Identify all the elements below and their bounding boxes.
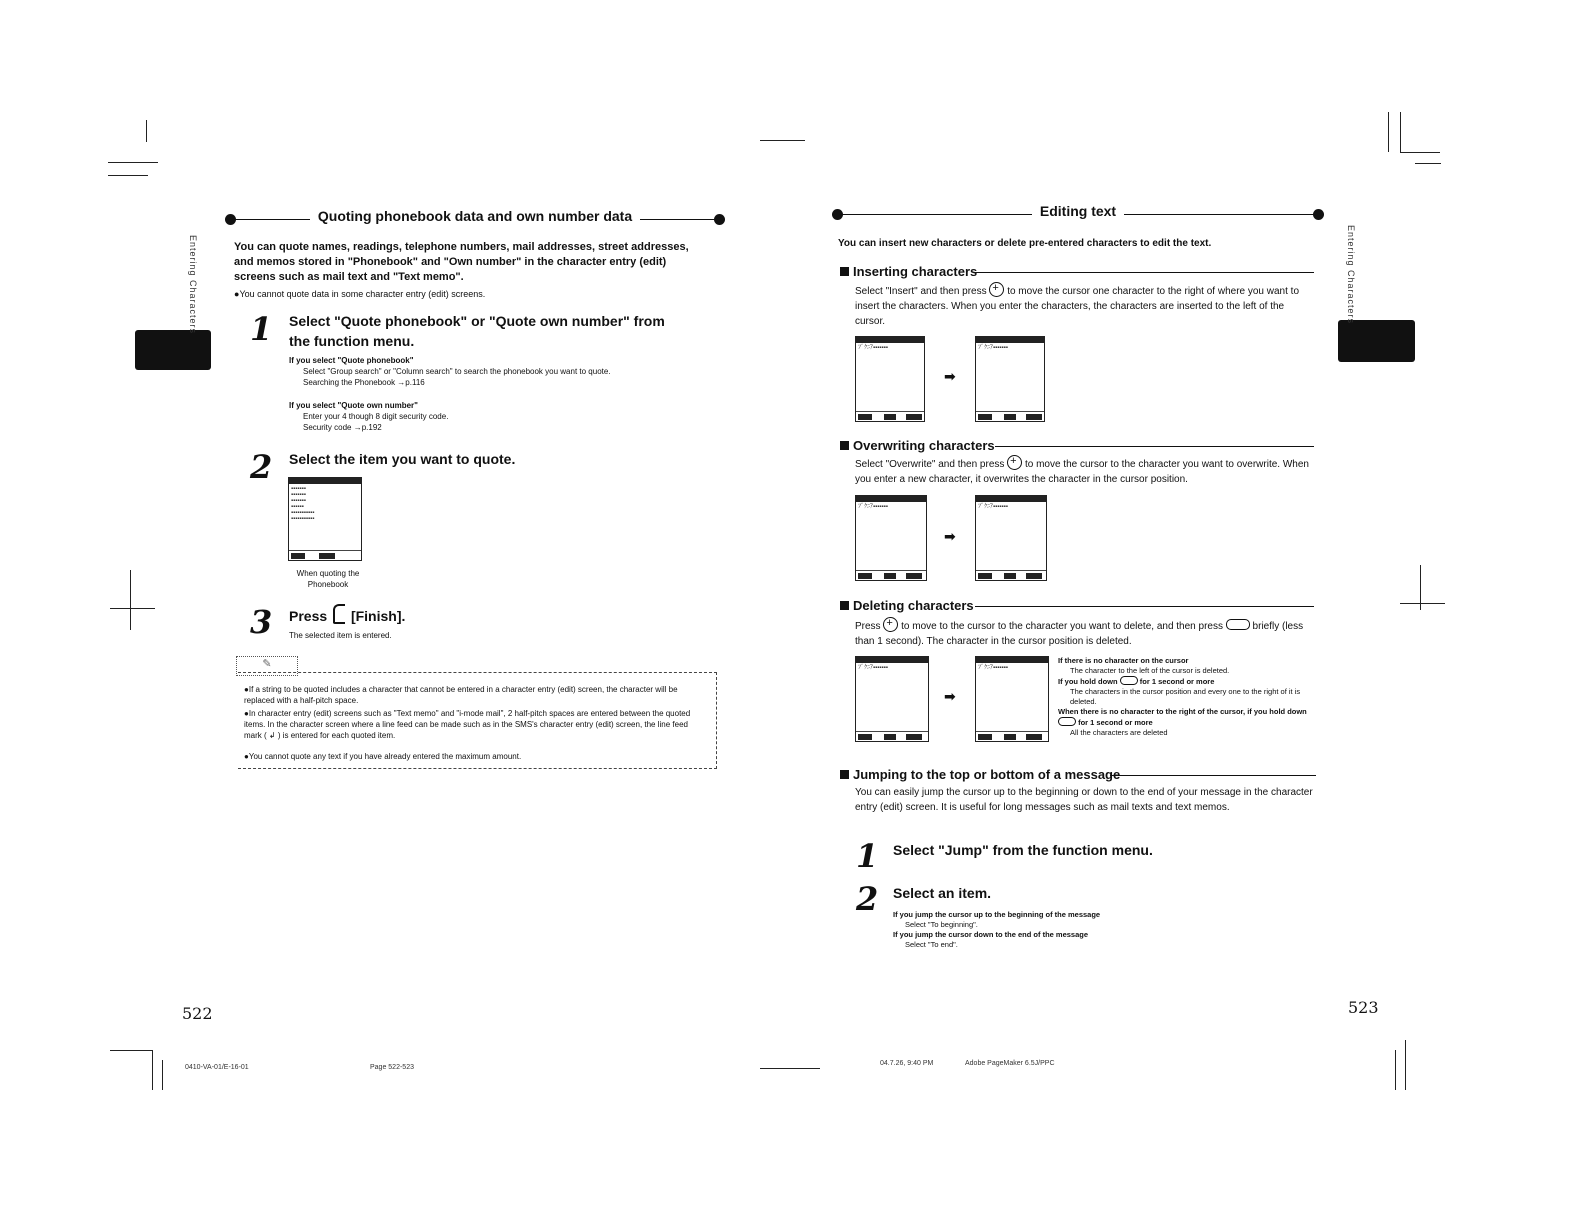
footer-page-range: Page 522-523 xyxy=(370,1064,414,1071)
subsection-title xyxy=(840,264,1314,280)
subsection-body xyxy=(855,282,1315,329)
section-header-quoting xyxy=(225,208,725,226)
section-title: Editing text xyxy=(1032,203,1124,219)
step-sub-block xyxy=(289,355,689,388)
subsection-title-text: Overwriting characters xyxy=(853,438,995,453)
step-text-finish: [Finish]. xyxy=(350,608,406,624)
sub-head: If you jump the cursor down to the end of the message xyxy=(893,930,1089,939)
step-number: 1 xyxy=(250,310,273,348)
sub-line: Select "To beginning". xyxy=(905,920,978,929)
section-title: Quoting phonebook data and own number data xyxy=(310,208,640,224)
body-text: Press xyxy=(855,621,881,632)
remark-icon: ✎ xyxy=(236,656,298,676)
intro-text: You can quote names, readings, telephone numbers, mail addresses, street addresses, and memos stored in "Phonebook" and "Own number" in the character entry (edit) screens such as mail text and "Text memo". xyxy=(234,241,689,283)
step-number: 2 xyxy=(856,880,879,918)
step-number: 2 xyxy=(250,448,273,486)
remark-item: ● In character entry (edit) screens such as "Text memo" and "i-mode mail", 2 half-pitch spaces are entered between the quoted items. In the character screen where a line feed can be made such as in the SMS's character entry (edit) screen, the line feed mark ( ↲ ) is entered for each quoted item. xyxy=(244,708,706,741)
sub-line: Security code →p.192 xyxy=(303,423,382,432)
multifunction-key-icon xyxy=(1007,455,1022,470)
body-text: Select "Insert" and then press xyxy=(855,286,987,297)
body-text: to move the cursor one character to the right of where you want to insert the characters. When you enter the characters, the characters are inserted to the left of the cursor. xyxy=(855,286,1300,327)
sub-line: Select "To end". xyxy=(905,940,958,949)
footer-software: Adobe PageMaker 6.5J/PPC xyxy=(965,1060,1055,1067)
step-text: Select "Quote phonebook" or "Quote own number" from the function menu. xyxy=(289,313,665,349)
note-head: When there is no character to the right of the cursor, if you hold down xyxy=(1058,707,1307,716)
page-number-right: 523 xyxy=(1348,998,1379,1017)
body-text: Select "Overwrite" and then press xyxy=(855,459,1005,470)
body-text: briefly (less than 1 second). The character in the cursor position is deleted. xyxy=(855,621,1304,647)
subsection-title-text: Deleting characters xyxy=(853,598,974,613)
phone-screen-insert-before: ﾌﾞｸﾆｱ▪▪▪▪▪▪▪ xyxy=(855,336,925,422)
clr-key-icon xyxy=(1226,619,1250,630)
step-number: 1 xyxy=(856,837,879,875)
sub-head: If you jump the cursor up to the beginning of the message xyxy=(893,910,1101,919)
arrow-icon: ➡ xyxy=(944,368,956,384)
body-text: to move to the cursor to the character you want to delete, and then press xyxy=(901,621,1223,632)
delete-notes xyxy=(1058,656,1320,738)
step-text: Select the item you want to quote. xyxy=(289,451,516,467)
step-number: 3 xyxy=(250,603,273,641)
subsection-body xyxy=(855,617,1315,649)
subsection-title xyxy=(840,767,1316,783)
screen-caption: When quoting the Phonebook xyxy=(296,569,360,589)
multifunction-key-icon xyxy=(989,282,1004,297)
soft-key-icon xyxy=(333,604,345,624)
step-sub-block xyxy=(289,400,689,433)
subsection-title xyxy=(840,438,1314,454)
note-head: If there is no character on the cursor xyxy=(1058,656,1189,665)
step-text-press: Press xyxy=(289,608,328,624)
note-head-suffix: for 1 second or more xyxy=(1139,677,1215,686)
note-head-suffix: for 1 second or more xyxy=(1078,718,1153,727)
subsection-body xyxy=(855,455,1315,487)
note-line: The characters in the cursor position and every one to the right of it is deleted. xyxy=(1070,687,1301,706)
arrow-icon: ➡ xyxy=(944,528,956,544)
footer-left: 0410-VA-01/E-16-01 xyxy=(185,1064,249,1071)
body-text: to move the cursor to the character you want to overwrite. When you enter a new character, it overwrites the character in the cursor position. xyxy=(855,459,1309,485)
step-text: Select "Jump" from the function menu. xyxy=(893,842,1153,858)
note-line: All the characters are deleted xyxy=(1070,728,1168,737)
footer-timestamp: 04.7.26, 9:40 PM xyxy=(880,1060,934,1067)
intro-note: ● You cannot quote data in some character entry (edit) screens. xyxy=(234,288,694,300)
clr-key-icon xyxy=(1058,717,1076,726)
remark-item: ● If a string to be quoted includes a character that cannot be entered in a character entry (edit) screen, the character will be replaced with a half-pitch space. xyxy=(244,684,706,706)
subsection-title-text: Jumping to the top or bottom of a message xyxy=(853,767,1121,782)
side-label-left: Entering Characters xyxy=(188,235,198,335)
thumb-tab-left xyxy=(135,330,211,370)
step-sub-line: The selected item is entered. xyxy=(289,631,392,640)
page-number-left: 522 xyxy=(182,1004,213,1023)
step-text: Select an item. xyxy=(893,885,992,901)
sub-line: Searching the Phonebook →p.116 xyxy=(303,378,425,387)
sub-line: Select "Group search" or "Column search" to search the phonebook you want to quote. xyxy=(303,367,611,376)
sub-head: If you select "Quote phonebook" xyxy=(289,356,414,365)
phone-screen-delete-after: ﾌﾞｸﾆｱ▪▪▪▪▪▪▪ xyxy=(975,656,1049,742)
phone-screen-phonebook: ▪▪▪▪▪▪▪ ▪▪▪▪▪▪▪ ▪▪▪▪▪▪▪ ▪▪▪▪▪▪ ▪▪▪▪▪▪▪▪▪▪▪ ▪▪▪▪▪▪▪▪▪▪▪ xyxy=(288,477,362,561)
section-header-editing xyxy=(832,203,1324,221)
phone-screen-delete-before: ﾌﾞｸﾆｱ▪▪▪▪▪▪▪ xyxy=(855,656,929,742)
clr-key-icon xyxy=(1120,676,1138,685)
intro-text: You can insert new characters or delete pre-entered characters to edit the text. xyxy=(838,238,1212,249)
sub-line: Enter your 4 though 8 digit security code. xyxy=(303,412,449,421)
subsection-body: You can easily jump the cursor up to the beginning or down to the end of your message in the character entry (edit) screen. It is useful for long messages such as mail texts and text memos. xyxy=(855,787,1313,813)
sub-head: If you select "Quote own number" xyxy=(289,401,418,410)
side-label-right: Entering Characters xyxy=(1346,225,1356,325)
remark-item: ● You cannot quote any text if you have already entered the maximum amount. xyxy=(244,751,706,762)
phone-screen-insert-after: ﾌﾞｸﾆｱ▪▪▪▪▪▪▪ xyxy=(975,336,1045,422)
multifunction-key-icon xyxy=(883,617,898,632)
subsection-title-text: Inserting characters xyxy=(853,264,978,279)
subsection-title xyxy=(840,598,1314,614)
phone-screen-overwrite-after: ﾌﾞｸﾆｱ▪▪▪▪▪▪▪ xyxy=(975,495,1047,581)
note-line: The character to the left of the cursor is deleted. xyxy=(1070,666,1230,675)
arrow-icon: ➡ xyxy=(944,688,956,704)
step-text xyxy=(289,604,689,626)
thumb-tab-right xyxy=(1338,320,1415,362)
phone-screen-overwrite-before: ﾌﾞｸﾆｱ▪▪▪▪▪▪▪ xyxy=(855,495,927,581)
step-sub-block xyxy=(893,910,1293,950)
note-head: If you hold down xyxy=(1058,677,1118,686)
